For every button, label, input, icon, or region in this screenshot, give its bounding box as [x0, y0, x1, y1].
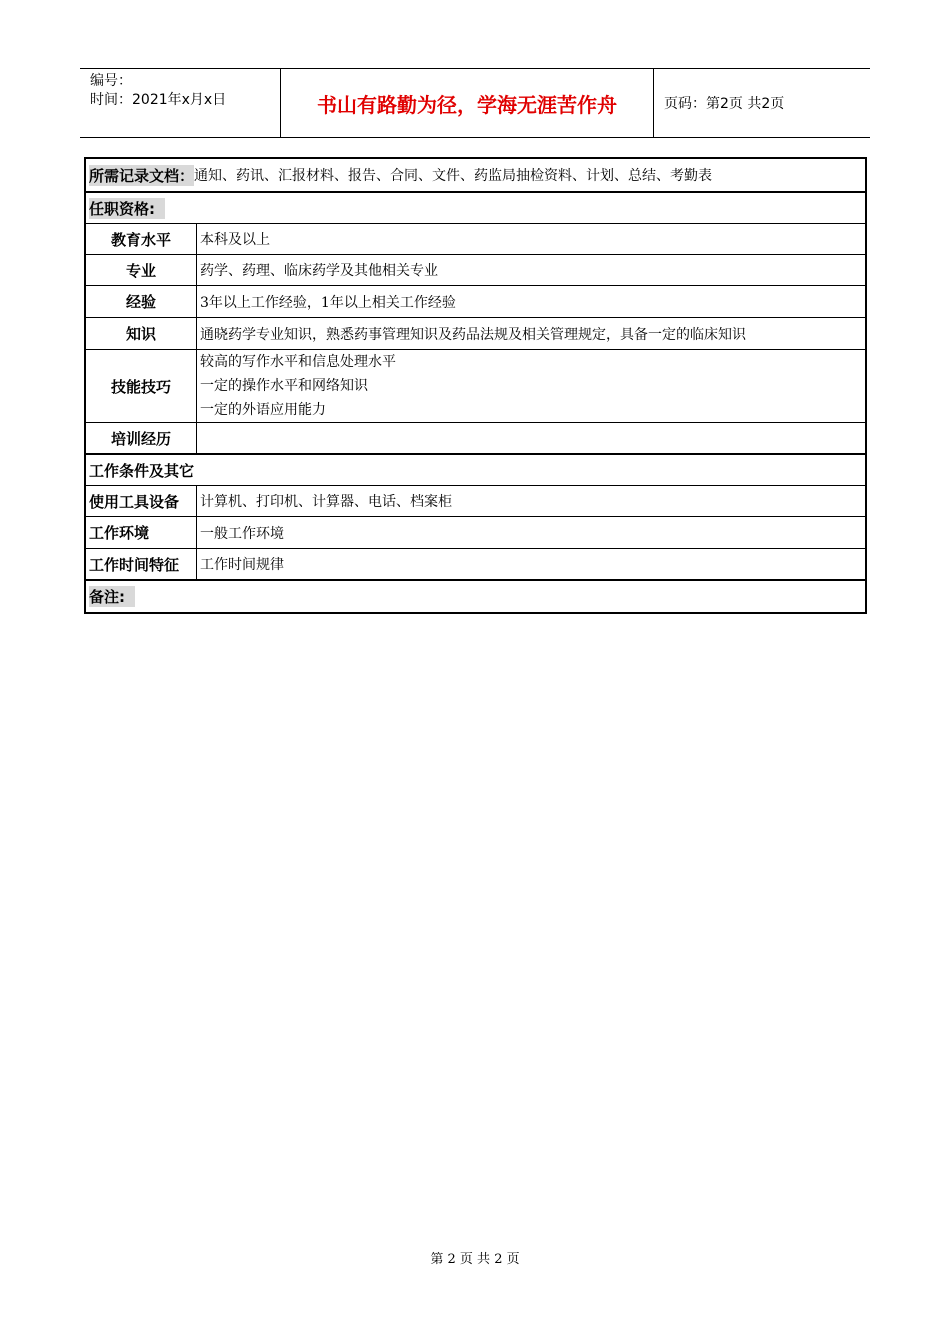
skills-line: 一定的外语应用能力 [200, 402, 326, 418]
environment-value: 一般工作环境 [200, 525, 284, 542]
conditions-section-row [86, 453, 865, 485]
knowledge-label: 知识 [86, 318, 197, 349]
work-time-label: 工作时间特征 [86, 549, 197, 579]
experience-value: 3年以上工作经验，1年以上相关工作经验 [200, 294, 456, 311]
major-value: 药学、药理、临床药学及其他相关专业 [200, 263, 438, 279]
table-row [86, 254, 865, 285]
notes-label: 备注: [89, 586, 135, 607]
header-page-cell [654, 69, 870, 137]
table-row [86, 223, 865, 254]
qualifications-section-row [86, 191, 865, 223]
header-motto: 书山有路勤为径，学海无涯苦作舟 [317, 93, 617, 117]
skills-label: 技能技巧 [86, 350, 197, 422]
table-row [86, 285, 865, 317]
notes-row [86, 579, 865, 612]
environment-label: 工作环境 [86, 517, 197, 548]
records-value: 通知、药讯、汇报材料、报告、合同、文件、药监局抽检资料、计划、总结、考勤表 [194, 168, 713, 184]
qualifications-title: 任职资格: [89, 198, 165, 219]
experience-label: 经验 [86, 286, 197, 317]
page-header [80, 68, 870, 138]
skills-line: 一定的操作水平和网络知识 [200, 378, 368, 394]
header-meta-cell [80, 69, 281, 137]
table-row [86, 349, 865, 422]
doc-number-label: 编号： [90, 73, 132, 89]
table-row [86, 548, 865, 579]
table-row [86, 422, 865, 454]
records-row [86, 159, 865, 191]
education-value: 本科及以上 [200, 232, 270, 248]
education-label: 教育水平 [86, 224, 197, 254]
major-label: 专业 [86, 255, 197, 285]
doc-date-label: 时间：2021年x月x日 [90, 92, 227, 108]
header-page-info: 页码：第2页 共2页 [664, 96, 785, 112]
training-value [200, 423, 861, 454]
training-label: 培训经历 [86, 423, 197, 454]
skills-value [200, 350, 861, 422]
records-label: 所需记录文档： [89, 166, 195, 185]
table-row [86, 317, 865, 349]
table-row [86, 485, 865, 516]
table-row [86, 516, 865, 548]
conditions-title: 工作条件及其它 [89, 461, 195, 480]
header-motto-cell [281, 69, 654, 137]
work-time-value: 工作时间规律 [200, 557, 284, 573]
tools-value: 计算机、打印机、计算器、电话、档案柜 [200, 494, 452, 510]
tools-label: 使用工具设备 [86, 486, 197, 516]
job-description-table [84, 157, 867, 614]
knowledge-value: 通晓药学专业知识，熟悉药事管理知识及药品法规及相关管理规定，具备一定的临床知识 [200, 326, 746, 343]
skills-line: 较高的写作水平和信息处理水平 [200, 354, 396, 370]
page-footer: 第 2 页 共 2 页 [430, 1252, 520, 1267]
